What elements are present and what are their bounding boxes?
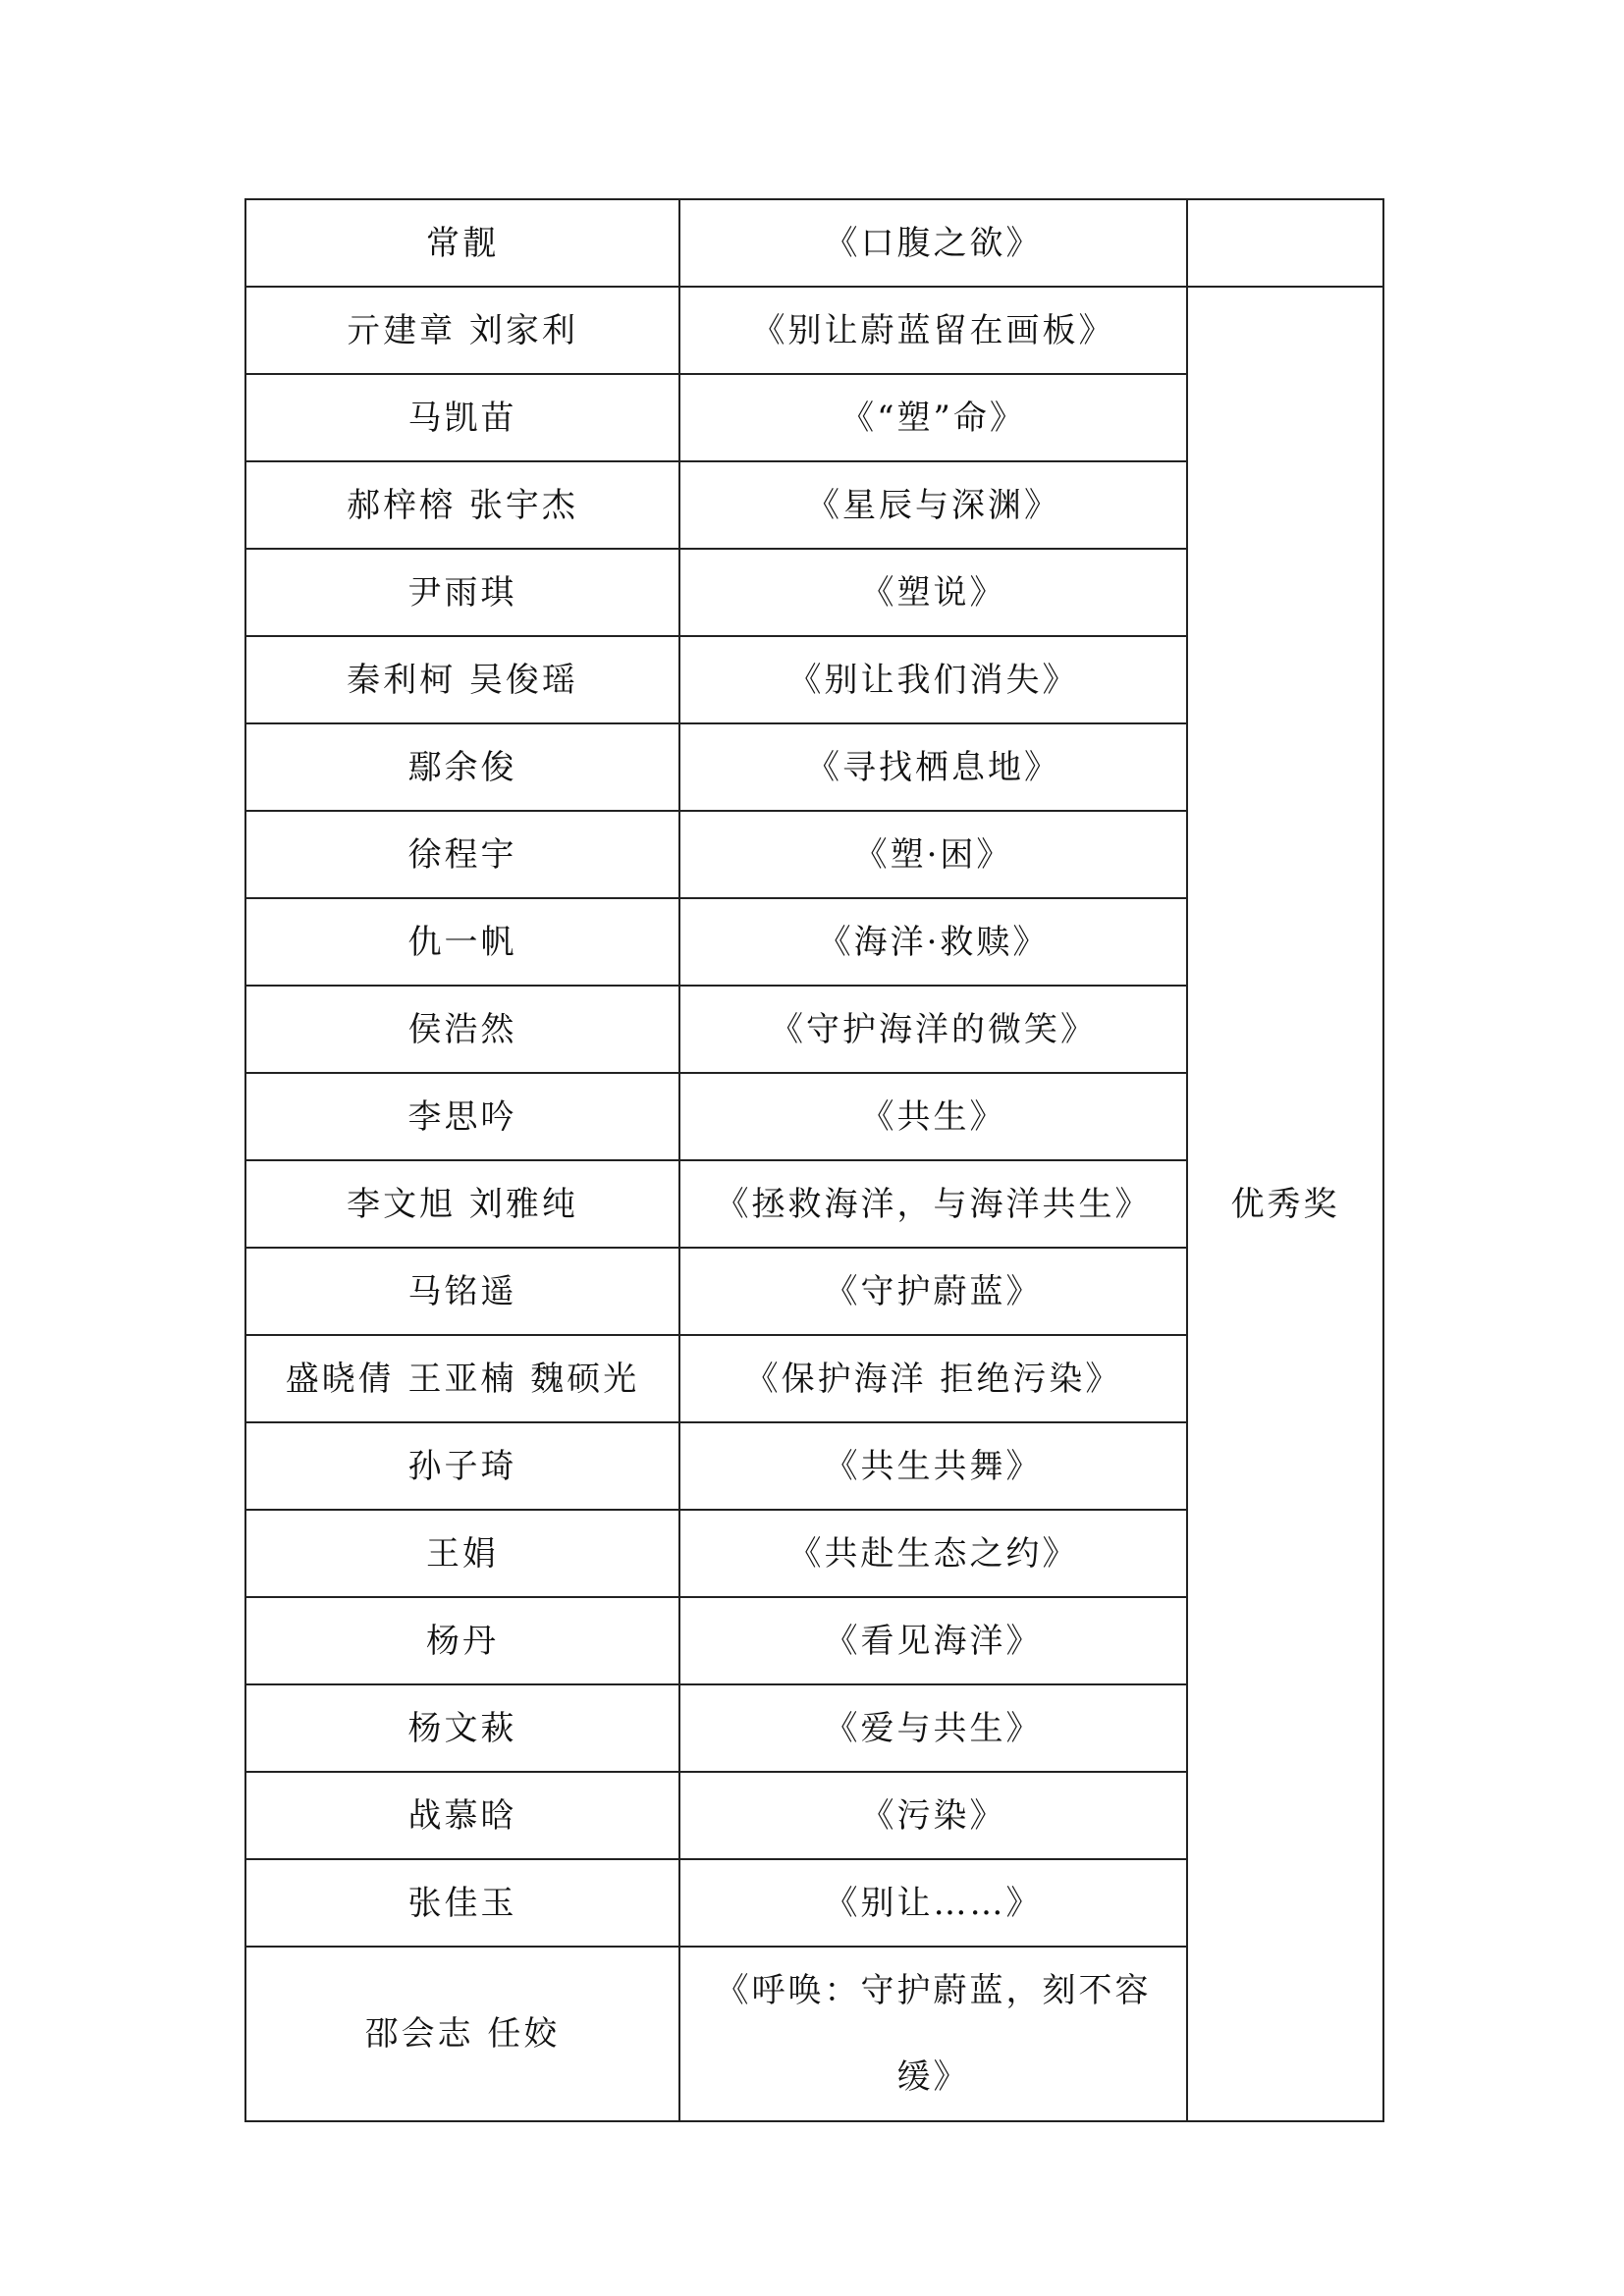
work-title-cell: 《守护海洋的微笑》	[679, 986, 1187, 1073]
work-title-cell: 《呼唤：守护蔚蓝，刻不容缓》	[679, 1947, 1187, 2121]
award-level-cell: 优秀奖	[1187, 287, 1383, 2121]
author-cell: 常靓	[245, 199, 679, 287]
author-cell: 李文旭 刘雅纯	[245, 1160, 679, 1248]
author-cell: 战慕晗	[245, 1772, 679, 1859]
author-cell: 杨丹	[245, 1597, 679, 1684]
table-row	[245, 287, 1383, 374]
author-cell: 仇一帆	[245, 898, 679, 986]
author-cell: 尹雨琪	[245, 549, 679, 636]
work-title-cell: 《污染》	[679, 1772, 1187, 1859]
author-cell: 王娟	[245, 1510, 679, 1597]
author-cell: 徐程宇	[245, 811, 679, 898]
work-title-cell: 《守护蔚蓝》	[679, 1248, 1187, 1335]
author-cell: 马铭遥	[245, 1248, 679, 1335]
work-title-cell: 《共生》	[679, 1073, 1187, 1160]
work-title-cell: 《星辰与深渊》	[679, 461, 1187, 549]
author-cell: 侯浩然	[245, 986, 679, 1073]
work-title-cell: 《海洋·救赎》	[679, 898, 1187, 986]
work-title-cell: 《拯救海洋，与海洋共生》	[679, 1160, 1187, 1248]
author-cell: 马凯苗	[245, 374, 679, 461]
work-title-cell: 《看见海洋》	[679, 1597, 1187, 1684]
author-cell: 鄢余俊	[245, 723, 679, 811]
author-cell: 张佳玉	[245, 1859, 679, 1947]
work-title-cell: 《爱与共生》	[679, 1684, 1187, 1772]
author-cell: 郝梓榕 张宇杰	[245, 461, 679, 549]
author-cell: 杨文萩	[245, 1684, 679, 1772]
award-table	[244, 198, 1384, 2122]
award-cell	[1187, 199, 1383, 287]
work-title-cell: 《共赴生态之约》	[679, 1510, 1187, 1597]
work-title-cell: 《“塑”命》	[679, 374, 1187, 461]
work-title-cell: 《塑说》	[679, 549, 1187, 636]
work-title-cell: 《保护海洋 拒绝污染》	[679, 1335, 1187, 1422]
author-cell: 邵会志 任姣	[245, 1947, 679, 2121]
award-table-body	[245, 199, 1383, 2121]
author-cell: 李思吟	[245, 1073, 679, 1160]
work-title-cell: 《别让我们消失》	[679, 636, 1187, 723]
table-row	[245, 199, 1383, 287]
work-title-cell: 《别让蔚蓝留在画板》	[679, 287, 1187, 374]
author-cell: 秦利柯 吴俊瑶	[245, 636, 679, 723]
work-title-cell: 《别让……》	[679, 1859, 1187, 1947]
author-cell: 亓建章 刘家利	[245, 287, 679, 374]
work-title-cell: 《共生共舞》	[679, 1422, 1187, 1510]
work-title-cell: 《塑·困》	[679, 811, 1187, 898]
author-cell: 盛晓倩 王亚楠 魏硕光	[245, 1335, 679, 1422]
author-cell: 孙子琦	[245, 1422, 679, 1510]
work-title-cell: 《寻找栖息地》	[679, 723, 1187, 811]
work-title-cell: 《口腹之欲》	[679, 199, 1187, 287]
